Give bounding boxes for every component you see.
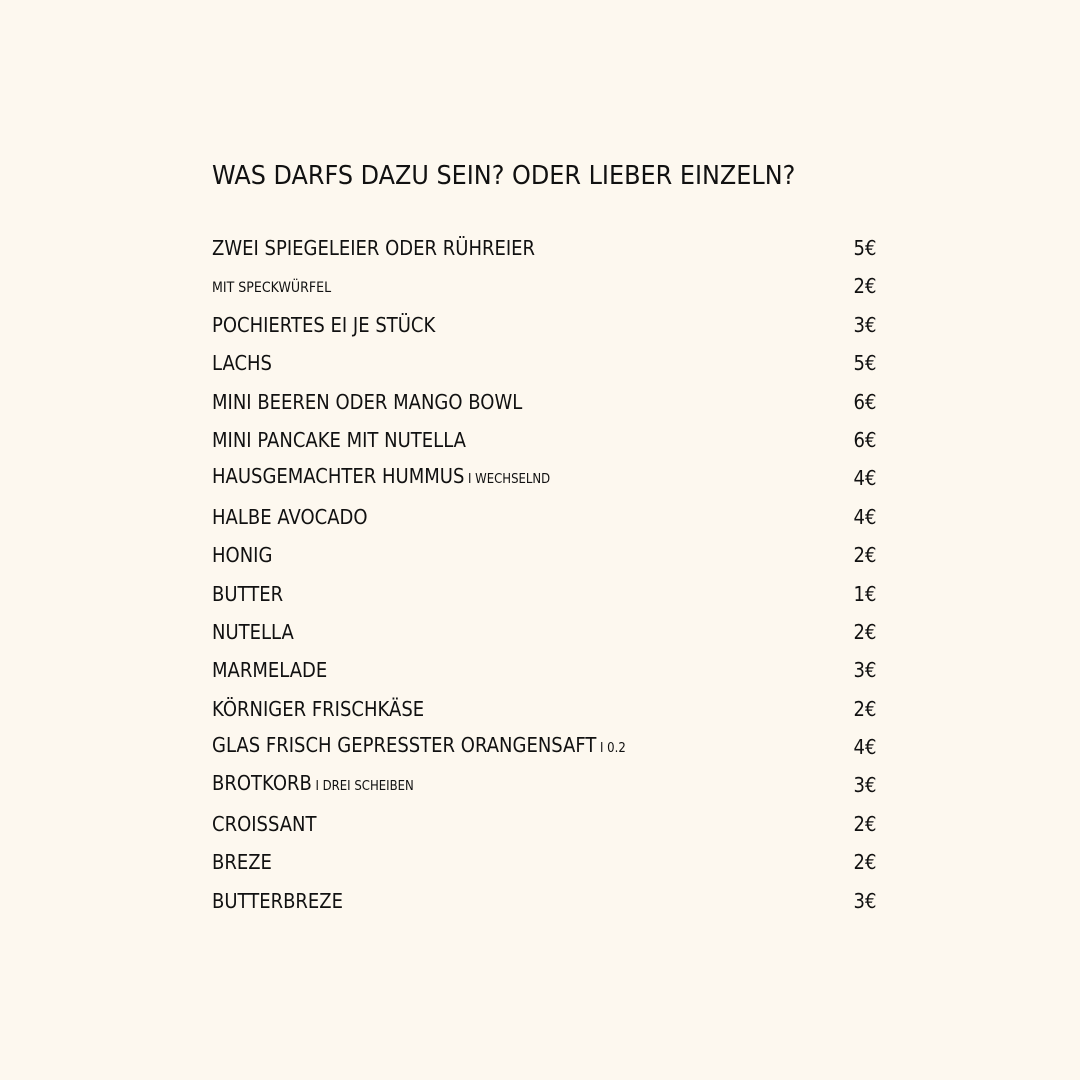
menu-item-list: [212, 229, 876, 920]
menu-item: [212, 498, 876, 536]
menu-item-price: 6€: [853, 389, 876, 414]
menu-item-price: 3€: [853, 658, 876, 683]
menu-item: [212, 882, 876, 920]
menu-item: [212, 421, 876, 459]
menu-item-name: BUTTERBREZE: [212, 888, 344, 913]
menu-item: [212, 843, 876, 881]
menu-item-label: [212, 613, 294, 651]
menu-item-label: [212, 421, 466, 459]
menu-item-name: LACHS: [212, 351, 272, 376]
menu-item-name: GLAS FRISCH GEPRESSTER ORANGENSAFT: [212, 733, 597, 758]
menu-item-label: [212, 536, 272, 574]
menu-item-label: [212, 457, 550, 499]
menu-item-name: BROTKORB: [212, 771, 312, 796]
menu-item-name: MINI PANCAKE MIT NUTELLA: [212, 427, 466, 452]
menu-item-label: [212, 882, 343, 920]
menu-item-price: 2€: [853, 811, 876, 836]
menu-item-price: 4€: [853, 504, 876, 529]
menu-item: [212, 383, 876, 421]
menu-item-price: 2€: [853, 619, 876, 644]
menu-item: [212, 344, 876, 382]
menu-item-price: 3€: [853, 312, 876, 337]
menu-item-label: [212, 726, 626, 768]
menu-item: [212, 613, 876, 651]
menu-item-label: [212, 690, 424, 728]
menu-item: [212, 651, 876, 689]
menu-item-label: [212, 843, 272, 881]
menu-panel: [212, 160, 876, 913]
menu-item-label: [212, 344, 272, 382]
menu-item-name: HALBE AVOCADO: [212, 504, 368, 529]
menu-item-label: [212, 498, 368, 536]
menu-item: [212, 267, 876, 305]
menu-item-label: [212, 266, 331, 307]
menu-item: [212, 229, 876, 267]
menu-item-price: 4€: [853, 466, 876, 491]
menu-item: [212, 459, 876, 497]
menu-item-price: 2€: [853, 543, 876, 568]
menu-item-name: NUTELLA: [212, 619, 294, 644]
menu-item-name: ZWEI SPIEGELEIER ODER RÜHREIER: [212, 236, 536, 260]
menu-item-name: BREZE: [212, 850, 272, 875]
menu-item-label: [212, 306, 435, 344]
menu-item-price: 3€: [853, 773, 876, 798]
menu-item-name: KÖRNIGER FRISCHKÄSE: [212, 696, 425, 721]
menu-item-price: 2€: [853, 696, 876, 721]
menu-title: WAS DARFS DAZU SEIN? ODER LIEBER EINZELN?: [212, 161, 796, 191]
menu-item-note: I 0.2: [599, 741, 626, 757]
menu-item-price: 1€: [853, 581, 876, 606]
menu-item: [212, 728, 876, 766]
menu-item-price: 5€: [853, 351, 876, 376]
menu-item-name: BUTTER: [212, 581, 284, 606]
menu-item-price: 6€: [853, 427, 876, 452]
menu-item-price: 2€: [853, 850, 876, 875]
menu-item-price: 3€: [853, 888, 876, 913]
menu-item-label: [212, 575, 283, 613]
menu-item: [212, 536, 876, 574]
menu-item-label: [212, 805, 317, 843]
menu-item-name: MIT SPECKWÜRFEL: [212, 279, 332, 296]
menu-item: [212, 766, 876, 804]
menu-item-name: POCHIERTES EI JE STÜCK: [212, 312, 436, 337]
menu-item-price: 5€: [853, 236, 876, 260]
menu-item-label: [212, 383, 522, 421]
menu-item-label: [212, 229, 535, 267]
menu-item-label: [212, 764, 414, 806]
menu-item-name: MARMELADE: [212, 658, 328, 683]
menu-item-name: MINI BEEREN ODER MANGO BOWL: [212, 389, 523, 414]
menu-item-name: HAUSGEMACHTER HUMMUS: [212, 464, 465, 489]
menu-item: [212, 690, 876, 728]
menu-item-price: 2€: [853, 274, 876, 299]
menu-item: [212, 575, 876, 613]
menu-item-note: I WECHSELND: [467, 472, 551, 488]
menu-item-label: [212, 651, 327, 689]
menu-item-price: 4€: [853, 735, 876, 760]
menu-item: [212, 306, 876, 344]
menu-item-note: I DREI SCHEIBEN: [315, 779, 414, 795]
menu-item-name: CROISSANT: [212, 811, 317, 836]
menu-item-name: HONIG: [212, 543, 273, 568]
menu-item: [212, 805, 876, 843]
